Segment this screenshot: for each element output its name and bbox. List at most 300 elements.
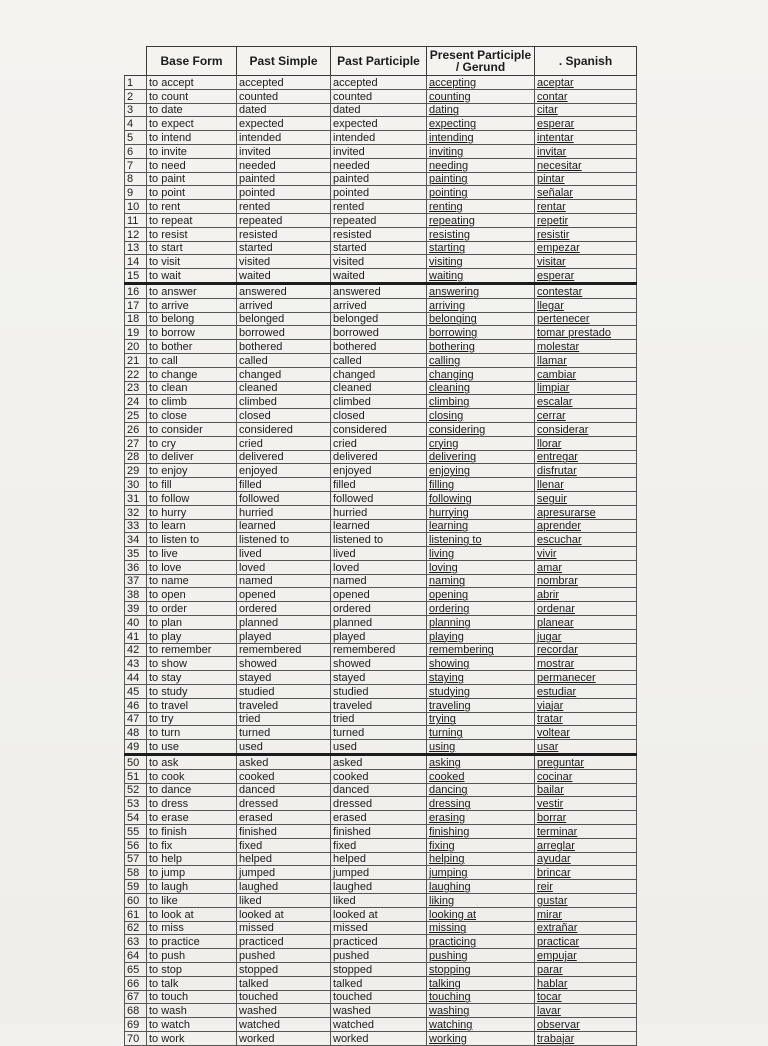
past-simple-cell: accepted: [237, 76, 331, 90]
past-participle-cell: cleaned: [331, 381, 427, 395]
base-form-cell: to stop: [147, 963, 237, 977]
spanish-cell: borrar: [535, 811, 637, 825]
spanish-cell: permanecer: [535, 671, 637, 685]
row-number: 2: [125, 89, 147, 103]
spanish-cell: ordenar: [535, 602, 637, 616]
row-number: 6: [125, 144, 147, 158]
past-simple-cell: played: [237, 629, 331, 643]
header-row: [125, 47, 637, 76]
past-simple-cell: listened to: [237, 533, 331, 547]
spanish-cell: usar: [535, 740, 637, 755]
past-simple-cell: loved: [237, 560, 331, 574]
header-past-simple: Past Simple: [237, 47, 331, 76]
spanish-cell: señalar: [535, 186, 637, 200]
base-form-cell: to ask: [147, 755, 237, 770]
row-number: 25: [125, 409, 147, 423]
base-form-cell: to talk: [147, 976, 237, 990]
table-row: [125, 880, 637, 894]
past-participle-cell: learned: [331, 519, 427, 533]
past-simple-cell: started: [237, 241, 331, 255]
past-participle-cell: ordered: [331, 602, 427, 616]
past-participle-cell: answered: [331, 283, 427, 298]
table-row: [125, 381, 637, 395]
row-number: 39: [125, 602, 147, 616]
base-form-cell: to work: [147, 1031, 237, 1045]
row-number: 20: [125, 340, 147, 354]
past-simple-cell: considered: [237, 422, 331, 436]
past-simple-cell: delivered: [237, 450, 331, 464]
past-simple-cell: enjoyed: [237, 464, 331, 478]
row-number: 34: [125, 533, 147, 547]
base-form-cell: to remember: [147, 643, 237, 657]
base-form-cell: to repeat: [147, 213, 237, 227]
base-form-cell: to call: [147, 353, 237, 367]
spanish-cell: disfrutar: [535, 464, 637, 478]
past-simple-cell: pushed: [237, 949, 331, 963]
row-number: 64: [125, 949, 147, 963]
header-present-participle: Present Participle / Gerund: [427, 47, 535, 76]
past-simple-cell: opened: [237, 588, 331, 602]
row-number: 55: [125, 825, 147, 839]
past-participle-cell: resisted: [331, 227, 427, 241]
header-number: [125, 47, 147, 76]
past-simple-cell: stopped: [237, 963, 331, 977]
past-simple-cell: washed: [237, 1004, 331, 1018]
table-row: [125, 921, 637, 935]
past-participle-cell: closed: [331, 409, 427, 423]
spanish-cell: aprender: [535, 519, 637, 533]
past-simple-cell: finished: [237, 825, 331, 839]
base-form-cell: to laugh: [147, 880, 237, 894]
base-form-cell: to change: [147, 367, 237, 381]
present-participle-cell: repeating: [427, 213, 535, 227]
present-participle-cell: changing: [427, 367, 535, 381]
past-participle-cell: called: [331, 353, 427, 367]
past-simple-cell: pointed: [237, 186, 331, 200]
past-participle-cell: belonged: [331, 312, 427, 326]
present-participle-cell: waiting: [427, 269, 535, 284]
past-simple-cell: belonged: [237, 312, 331, 326]
spanish-cell: estudiar: [535, 685, 637, 699]
present-participle-cell: liking: [427, 894, 535, 908]
present-participle-cell: resisting: [427, 227, 535, 241]
base-form-cell: to push: [147, 949, 237, 963]
present-participle-cell: studying: [427, 685, 535, 699]
table-row: [125, 866, 637, 880]
present-participle-cell: watching: [427, 1018, 535, 1032]
past-participle-cell: followed: [331, 491, 427, 505]
past-simple-cell: visited: [237, 255, 331, 269]
base-form-cell: to visit: [147, 255, 237, 269]
header-past-participle: Past Participle: [331, 47, 427, 76]
table-row: [125, 76, 637, 90]
table-row: [125, 505, 637, 519]
past-simple-cell: studied: [237, 685, 331, 699]
present-participle-cell: delivering: [427, 450, 535, 464]
spanish-cell: llamar: [535, 353, 637, 367]
table-row: [125, 755, 637, 770]
present-participle-cell: considering: [427, 422, 535, 436]
spanish-cell: cerrar: [535, 409, 637, 423]
present-participle-cell: opening: [427, 588, 535, 602]
base-form-cell: to resist: [147, 227, 237, 241]
row-number: 43: [125, 657, 147, 671]
present-participle-cell: trying: [427, 712, 535, 726]
table-row: [125, 894, 637, 908]
table-row: [125, 200, 637, 214]
row-number: 13: [125, 241, 147, 255]
table-row: [125, 478, 637, 492]
row-number: 15: [125, 269, 147, 284]
past-simple-cell: dated: [237, 103, 331, 117]
past-simple-cell: ordered: [237, 602, 331, 616]
past-simple-cell: asked: [237, 755, 331, 770]
past-simple-cell: laughed: [237, 880, 331, 894]
verb-table: [124, 46, 637, 1046]
row-number: 7: [125, 158, 147, 172]
spanish-cell: vivir: [535, 547, 637, 561]
present-participle-cell: hurrying: [427, 505, 535, 519]
base-form-cell: to fill: [147, 478, 237, 492]
table-row: [125, 907, 637, 921]
table-row: [125, 726, 637, 740]
table-row: [125, 783, 637, 797]
spanish-cell: repetir: [535, 213, 637, 227]
row-number: 22: [125, 367, 147, 381]
row-number: 61: [125, 907, 147, 921]
row-number: 40: [125, 616, 147, 630]
table-row: [125, 103, 637, 117]
spanish-cell: escalar: [535, 395, 637, 409]
present-participle-cell: jumping: [427, 866, 535, 880]
table-row: [125, 436, 637, 450]
row-number: 3: [125, 103, 147, 117]
table-row: [125, 298, 637, 312]
past-participle-cell: painted: [331, 172, 427, 186]
table-row: [125, 395, 637, 409]
table-row: [125, 629, 637, 643]
present-participle-cell: pointing: [427, 186, 535, 200]
spanish-cell: pintar: [535, 172, 637, 186]
spanish-cell: preguntar: [535, 755, 637, 770]
table-row: [125, 353, 637, 367]
past-participle-cell: washed: [331, 1004, 427, 1018]
past-participle-cell: dressed: [331, 797, 427, 811]
past-simple-cell: danced: [237, 783, 331, 797]
base-form-cell: to clean: [147, 381, 237, 395]
table-row: [125, 825, 637, 839]
row-number: 1: [125, 76, 147, 90]
table-row: [125, 935, 637, 949]
past-participle-cell: cooked: [331, 769, 427, 783]
spanish-cell: nombrar: [535, 574, 637, 588]
past-simple-cell: painted: [237, 172, 331, 186]
base-form-cell: to follow: [147, 491, 237, 505]
spanish-cell: tratar: [535, 712, 637, 726]
past-simple-cell: called: [237, 353, 331, 367]
past-participle-cell: pointed: [331, 186, 427, 200]
past-participle-cell: invited: [331, 144, 427, 158]
spanish-cell: viajar: [535, 698, 637, 712]
past-simple-cell: lived: [237, 547, 331, 561]
base-form-cell: to plan: [147, 616, 237, 630]
base-form-cell: to consider: [147, 422, 237, 436]
row-number: 50: [125, 755, 147, 770]
table-row: [125, 409, 637, 423]
past-participle-cell: looked at: [331, 907, 427, 921]
base-form-cell: to touch: [147, 990, 237, 1004]
table-row: [125, 643, 637, 657]
base-form-cell: to help: [147, 852, 237, 866]
table-row: [125, 326, 637, 340]
table-row: [125, 158, 637, 172]
past-participle-cell: traveled: [331, 698, 427, 712]
spanish-cell: necesitar: [535, 158, 637, 172]
past-participle-cell: played: [331, 629, 427, 643]
base-form-cell: to start: [147, 241, 237, 255]
row-number: 68: [125, 1004, 147, 1018]
spanish-cell: empujar: [535, 949, 637, 963]
past-simple-cell: needed: [237, 158, 331, 172]
past-participle-cell: danced: [331, 783, 427, 797]
row-number: 60: [125, 894, 147, 908]
past-simple-cell: hurried: [237, 505, 331, 519]
past-participle-cell: jumped: [331, 866, 427, 880]
past-simple-cell: rented: [237, 200, 331, 214]
row-number: 69: [125, 1018, 147, 1032]
present-participle-cell: turning: [427, 726, 535, 740]
base-form-cell: to order: [147, 602, 237, 616]
past-participle-cell: erased: [331, 811, 427, 825]
past-participle-cell: hurried: [331, 505, 427, 519]
past-simple-cell: borrowed: [237, 326, 331, 340]
base-form-cell: to fix: [147, 838, 237, 852]
table-row: [125, 671, 637, 685]
past-participle-cell: rented: [331, 200, 427, 214]
past-simple-cell: dressed: [237, 797, 331, 811]
past-participle-cell: needed: [331, 158, 427, 172]
spanish-cell: recordar: [535, 643, 637, 657]
table-body: [125, 76, 637, 1046]
base-form-cell: to intend: [147, 131, 237, 145]
table-row: [125, 89, 637, 103]
base-form-cell: to play: [147, 629, 237, 643]
table-row: [125, 1004, 637, 1018]
present-participle-cell: intending: [427, 131, 535, 145]
spanish-cell: bailar: [535, 783, 637, 797]
base-form-cell: to cry: [147, 436, 237, 450]
spanish-cell: mostrar: [535, 657, 637, 671]
spanish-cell: molestar: [535, 340, 637, 354]
present-participle-cell: dancing: [427, 783, 535, 797]
spanish-cell: parar: [535, 963, 637, 977]
row-number: 12: [125, 227, 147, 241]
row-number: 66: [125, 976, 147, 990]
table-row: [125, 588, 637, 602]
spanish-cell: intentar: [535, 131, 637, 145]
row-number: 28: [125, 450, 147, 464]
base-form-cell: to try: [147, 712, 237, 726]
present-participle-cell: helping: [427, 852, 535, 866]
spanish-cell: jugar: [535, 629, 637, 643]
past-participle-cell: stopped: [331, 963, 427, 977]
past-participle-cell: planned: [331, 616, 427, 630]
base-form-cell: to arrive: [147, 298, 237, 312]
table-row: [125, 602, 637, 616]
table-header: [125, 47, 637, 76]
past-simple-cell: cooked: [237, 769, 331, 783]
spanish-cell: tomar prestado: [535, 326, 637, 340]
past-participle-cell: climbed: [331, 395, 427, 409]
spanish-cell: observar: [535, 1018, 637, 1032]
past-simple-cell: stayed: [237, 671, 331, 685]
past-simple-cell: fixed: [237, 838, 331, 852]
present-participle-cell: belonging: [427, 312, 535, 326]
past-simple-cell: expected: [237, 117, 331, 131]
past-participle-cell: stayed: [331, 671, 427, 685]
past-participle-cell: intended: [331, 131, 427, 145]
spanish-cell: brincar: [535, 866, 637, 880]
row-number: 26: [125, 422, 147, 436]
past-participle-cell: repeated: [331, 213, 427, 227]
past-participle-cell: finished: [331, 825, 427, 839]
spanish-cell: extrañar: [535, 921, 637, 935]
present-participle-cell: working: [427, 1031, 535, 1045]
table-row: [125, 255, 637, 269]
table-row: [125, 797, 637, 811]
present-participle-cell: touching: [427, 990, 535, 1004]
past-simple-cell: bothered: [237, 340, 331, 354]
past-participle-cell: bothered: [331, 340, 427, 354]
row-number: 38: [125, 588, 147, 602]
present-participle-cell: filling: [427, 478, 535, 492]
table-row: [125, 698, 637, 712]
spanish-cell: escuchar: [535, 533, 637, 547]
base-form-cell: to point: [147, 186, 237, 200]
past-simple-cell: watched: [237, 1018, 331, 1032]
table-row: [125, 574, 637, 588]
header-spanish: . Spanish: [535, 47, 637, 76]
past-participle-cell: laughed: [331, 880, 427, 894]
spanish-cell: esperar: [535, 269, 637, 284]
present-participle-cell: finishing: [427, 825, 535, 839]
spanish-cell: contar: [535, 89, 637, 103]
present-participle-cell: inviting: [427, 144, 535, 158]
base-form-cell: to climb: [147, 395, 237, 409]
present-participle-cell: needing: [427, 158, 535, 172]
present-participle-cell: missing: [427, 921, 535, 935]
base-form-cell: to like: [147, 894, 237, 908]
row-number: 10: [125, 200, 147, 214]
past-participle-cell: remembered: [331, 643, 427, 657]
table-row: [125, 712, 637, 726]
present-participle-cell: closing: [427, 409, 535, 423]
spanish-cell: empezar: [535, 241, 637, 255]
past-simple-cell: looked at: [237, 907, 331, 921]
table-row: [125, 838, 637, 852]
row-number: 58: [125, 866, 147, 880]
past-simple-cell: worked: [237, 1031, 331, 1045]
spanish-cell: cambiar: [535, 367, 637, 381]
row-number: 9: [125, 186, 147, 200]
base-form-cell: to live: [147, 547, 237, 561]
base-form-cell: to stay: [147, 671, 237, 685]
present-participle-cell: practicing: [427, 935, 535, 949]
present-participle-cell: starting: [427, 241, 535, 255]
past-simple-cell: repeated: [237, 213, 331, 227]
row-number: 37: [125, 574, 147, 588]
spanish-cell: llenar: [535, 478, 637, 492]
present-participle-cell: asking: [427, 755, 535, 770]
past-participle-cell: expected: [331, 117, 427, 131]
past-participle-cell: enjoyed: [331, 464, 427, 478]
base-form-cell: to cook: [147, 769, 237, 783]
row-number: 47: [125, 712, 147, 726]
base-form-cell: to use: [147, 740, 237, 755]
row-number: 53: [125, 797, 147, 811]
row-number: 62: [125, 921, 147, 935]
past-simple-cell: cleaned: [237, 381, 331, 395]
past-simple-cell: intended: [237, 131, 331, 145]
spanish-cell: visitar: [535, 255, 637, 269]
past-simple-cell: counted: [237, 89, 331, 103]
past-participle-cell: pushed: [331, 949, 427, 963]
row-number: 30: [125, 478, 147, 492]
past-participle-cell: studied: [331, 685, 427, 699]
past-participle-cell: filled: [331, 478, 427, 492]
table-row: [125, 769, 637, 783]
row-number: 19: [125, 326, 147, 340]
past-participle-cell: considered: [331, 422, 427, 436]
row-number: 46: [125, 698, 147, 712]
past-participle-cell: showed: [331, 657, 427, 671]
spanish-cell: vestir: [535, 797, 637, 811]
row-number: 14: [125, 255, 147, 269]
row-number: 41: [125, 629, 147, 643]
past-simple-cell: helped: [237, 852, 331, 866]
row-number: 16: [125, 283, 147, 298]
base-form-cell: to need: [147, 158, 237, 172]
row-number: 36: [125, 560, 147, 574]
row-number: 59: [125, 880, 147, 894]
past-participle-cell: worked: [331, 1031, 427, 1045]
table-row: [125, 144, 637, 158]
past-participle-cell: tried: [331, 712, 427, 726]
row-number: 29: [125, 464, 147, 478]
past-simple-cell: planned: [237, 616, 331, 630]
base-form-cell: to invite: [147, 144, 237, 158]
base-form-cell: to name: [147, 574, 237, 588]
spanish-cell: lavar: [535, 1004, 637, 1018]
present-participle-cell: bothering: [427, 340, 535, 354]
row-number: 5: [125, 131, 147, 145]
base-form-cell: to watch: [147, 1018, 237, 1032]
row-number: 51: [125, 769, 147, 783]
present-participle-cell: cleaning: [427, 381, 535, 395]
past-simple-cell: waited: [237, 269, 331, 284]
base-form-cell: to belong: [147, 312, 237, 326]
spanish-cell: entregar: [535, 450, 637, 464]
present-participle-cell: erasing: [427, 811, 535, 825]
spanish-cell: ayudar: [535, 852, 637, 866]
past-participle-cell: fixed: [331, 838, 427, 852]
table-row: [125, 949, 637, 963]
past-participle-cell: liked: [331, 894, 427, 908]
table-row: [125, 241, 637, 255]
past-simple-cell: named: [237, 574, 331, 588]
row-number: 52: [125, 783, 147, 797]
present-participle-cell: looking at: [427, 907, 535, 921]
